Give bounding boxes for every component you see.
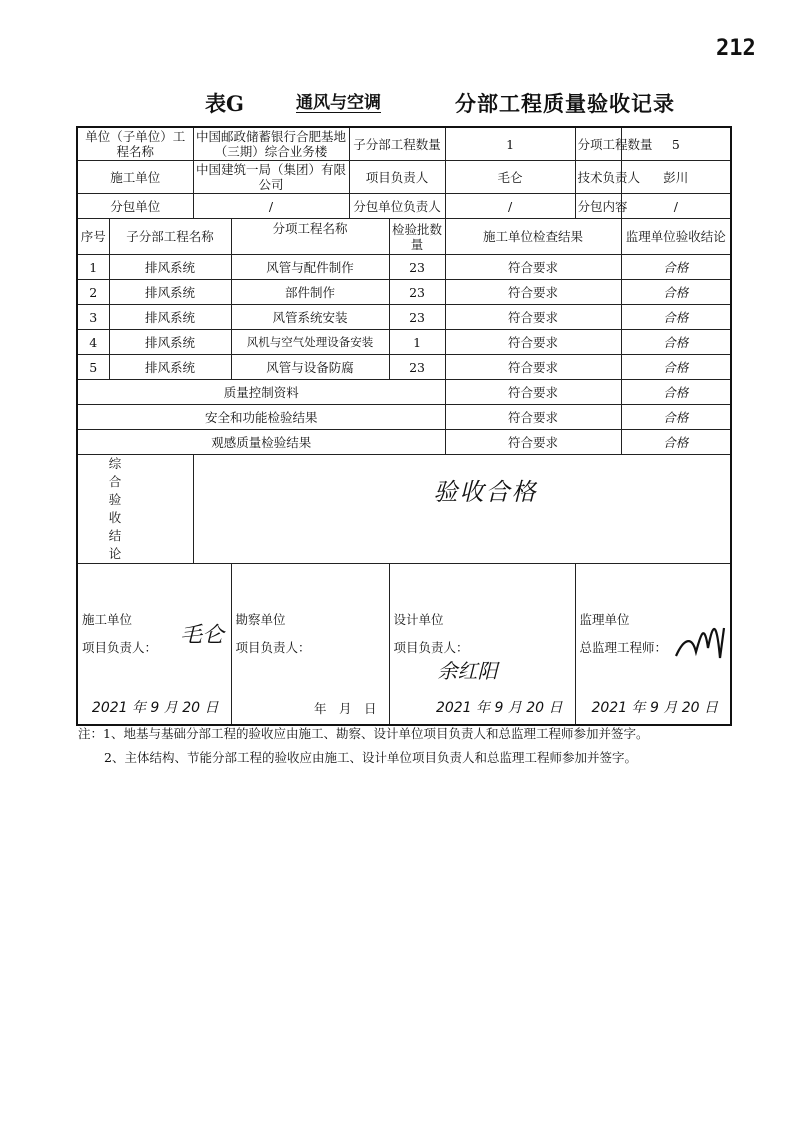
row-seq: 5 <box>77 355 109 380</box>
row-item-name: 风机与空气处理设备安装 <box>231 330 389 355</box>
col-contractor-result: 施工单位检查结果 <box>445 219 621 255</box>
form-title <box>0 88 800 120</box>
note-line-1: 注：1、地基与基础分部工程的验收应由施工、勘察、设计单位项目负责人和总监理工程师参加并签字。 <box>78 726 649 741</box>
row-item-name: 风管与配件制作 <box>231 255 389 280</box>
table-row <box>77 355 731 380</box>
col-item-name: 分项工程名称 <box>231 219 389 255</box>
signature-row <box>77 564 731 726</box>
row-verdict-signature: 合格 <box>621 280 731 305</box>
sub-count-value: 1 <box>445 127 575 161</box>
sub-count-label: 子分部工程数量 <box>349 127 445 161</box>
row-verdict-signature: 合格 <box>621 355 731 380</box>
col-seq: 序号 <box>77 219 109 255</box>
summary-label: 质量控制资料 <box>77 380 445 405</box>
row-seq: 2 <box>77 280 109 305</box>
row-batch: 23 <box>389 355 445 380</box>
summary-row <box>77 405 731 430</box>
signature-role: 项目负责人： <box>235 640 311 655</box>
item-count-label: 分项工程数量 <box>575 127 621 161</box>
contractor-value: 中国建筑一局（集团）有限公司 <box>193 161 349 194</box>
signature-role: 项目负责人： <box>82 640 158 655</box>
unit-value: 中国邮政储蓄银行合肥基地（三期）综合业务楼 <box>193 127 349 161</box>
row-verdict-signature: 合格 <box>621 255 731 280</box>
col-batch: 检验批数量 <box>389 219 445 255</box>
acceptance-form-table <box>76 126 732 726</box>
handwritten-signature: 毛仑 <box>180 623 225 648</box>
signature-block-design <box>389 564 575 726</box>
header-row-unit <box>77 127 731 161</box>
column-header-row <box>77 219 731 255</box>
header-row-contractor <box>77 161 731 194</box>
tech-value: 彭川 <box>621 161 731 194</box>
table-row <box>77 255 731 280</box>
summary-label: 安全和功能检验结果 <box>77 405 445 430</box>
sub-pm-label: 分包单位负责人 <box>349 194 445 219</box>
row-item-name: 风管与设备防腐 <box>231 355 389 380</box>
row-item-name: 部件制作 <box>231 280 389 305</box>
pm-label: 项目负责人 <box>349 161 445 194</box>
summary-result: 符合要求 <box>445 430 621 455</box>
table-row <box>77 280 731 305</box>
signature-date: 2021 年 9 月 20 日 <box>591 700 719 716</box>
item-count-value: 5 <box>621 127 731 161</box>
signature-role: 总监理工程师： <box>579 640 668 655</box>
row-sub-name: 排风系统 <box>109 280 231 305</box>
handwritten-signature: 余红阳 <box>437 659 498 683</box>
conclusion-handwritten-text: 验收合格 <box>433 478 538 506</box>
row-item-name: 风管系统安装 <box>231 305 389 330</box>
summary-verdict-signature: 合格 <box>621 405 731 430</box>
row-batch: 1 <box>389 330 445 355</box>
row-verdict-signature: 合格 <box>621 330 731 355</box>
contractor-label: 施工单位 <box>77 161 193 194</box>
title-subsection: 通风与空调 <box>296 93 381 113</box>
summary-row <box>77 430 731 455</box>
row-sub-name: 排风系统 <box>109 355 231 380</box>
row-seq: 3 <box>77 305 109 330</box>
row-sub-name: 排风系统 <box>109 305 231 330</box>
table-row <box>77 305 731 330</box>
signature-unit: 勘察单位 <box>235 612 286 627</box>
note-line-2: 2、主体结构、节能分部工程的验收应由施工、设计单位项目负责人和总监理工程师参加并签字。 <box>104 750 637 765</box>
row-verdict-signature: 合格 <box>621 305 731 330</box>
sub-pm-value: / <box>445 194 575 219</box>
subcontract-value: / <box>193 194 349 219</box>
row-result: 符合要求 <box>445 280 621 305</box>
row-seq: 1 <box>77 255 109 280</box>
row-result: 符合要求 <box>445 355 621 380</box>
notes <box>78 722 738 770</box>
row-result: 符合要求 <box>445 255 621 280</box>
row-batch: 23 <box>389 280 445 305</box>
summary-label: 观感质量检验结果 <box>77 430 445 455</box>
pm-value: 毛仑 <box>445 161 575 194</box>
header-row-subcontract <box>77 194 731 219</box>
conclusion-content <box>193 455 731 564</box>
table-row <box>77 330 731 355</box>
signature-date: 2021 年 9 月 20 日 <box>91 700 219 716</box>
conclusion-row <box>77 455 731 564</box>
sub-content-value: / <box>621 194 731 219</box>
summary-verdict-signature: 合格 <box>621 380 731 405</box>
row-batch: 23 <box>389 305 445 330</box>
row-sub-name: 排风系统 <box>109 330 231 355</box>
signature-unit: 监理单位 <box>579 612 630 627</box>
signature-role: 项目负责人： <box>393 640 469 655</box>
signature-block-contractor <box>77 564 231 726</box>
subcontract-label: 分包单位 <box>77 194 193 219</box>
summary-result: 符合要求 <box>445 380 621 405</box>
sub-content-label: 分包内容 <box>575 194 621 219</box>
title-main: 分部工程质量验收记录 <box>455 91 675 116</box>
handwritten-signature-mark <box>670 608 730 668</box>
row-result: 符合要求 <box>445 330 621 355</box>
signature-block-survey <box>231 564 389 726</box>
tech-label: 技术负责人 <box>575 161 621 194</box>
signature-unit: 设计单位 <box>393 612 444 627</box>
title-prefix: 表G <box>205 91 244 116</box>
summary-verdict-signature: 合格 <box>621 430 731 455</box>
row-batch: 23 <box>389 255 445 280</box>
signature-unit: 施工单位 <box>82 612 133 627</box>
page-number: 212 <box>716 36 756 61</box>
signature-date: 年 月 日 <box>314 701 377 716</box>
row-seq: 4 <box>77 330 109 355</box>
signature-date: 2021 年 9 月 20 日 <box>435 700 563 716</box>
unit-label: 单位（子单位）工程名称 <box>77 127 193 161</box>
conclusion-label: 综 合 验 收 结 论 <box>77 455 193 564</box>
col-supervisor-result: 监理单位验收结论 <box>621 219 731 255</box>
signature-block-supervisor <box>575 564 731 726</box>
summary-result: 符合要求 <box>445 405 621 430</box>
summary-row <box>77 380 731 405</box>
row-result: 符合要求 <box>445 305 621 330</box>
row-sub-name: 排风系统 <box>109 255 231 280</box>
col-sub-name: 子分部工程名称 <box>109 219 231 255</box>
